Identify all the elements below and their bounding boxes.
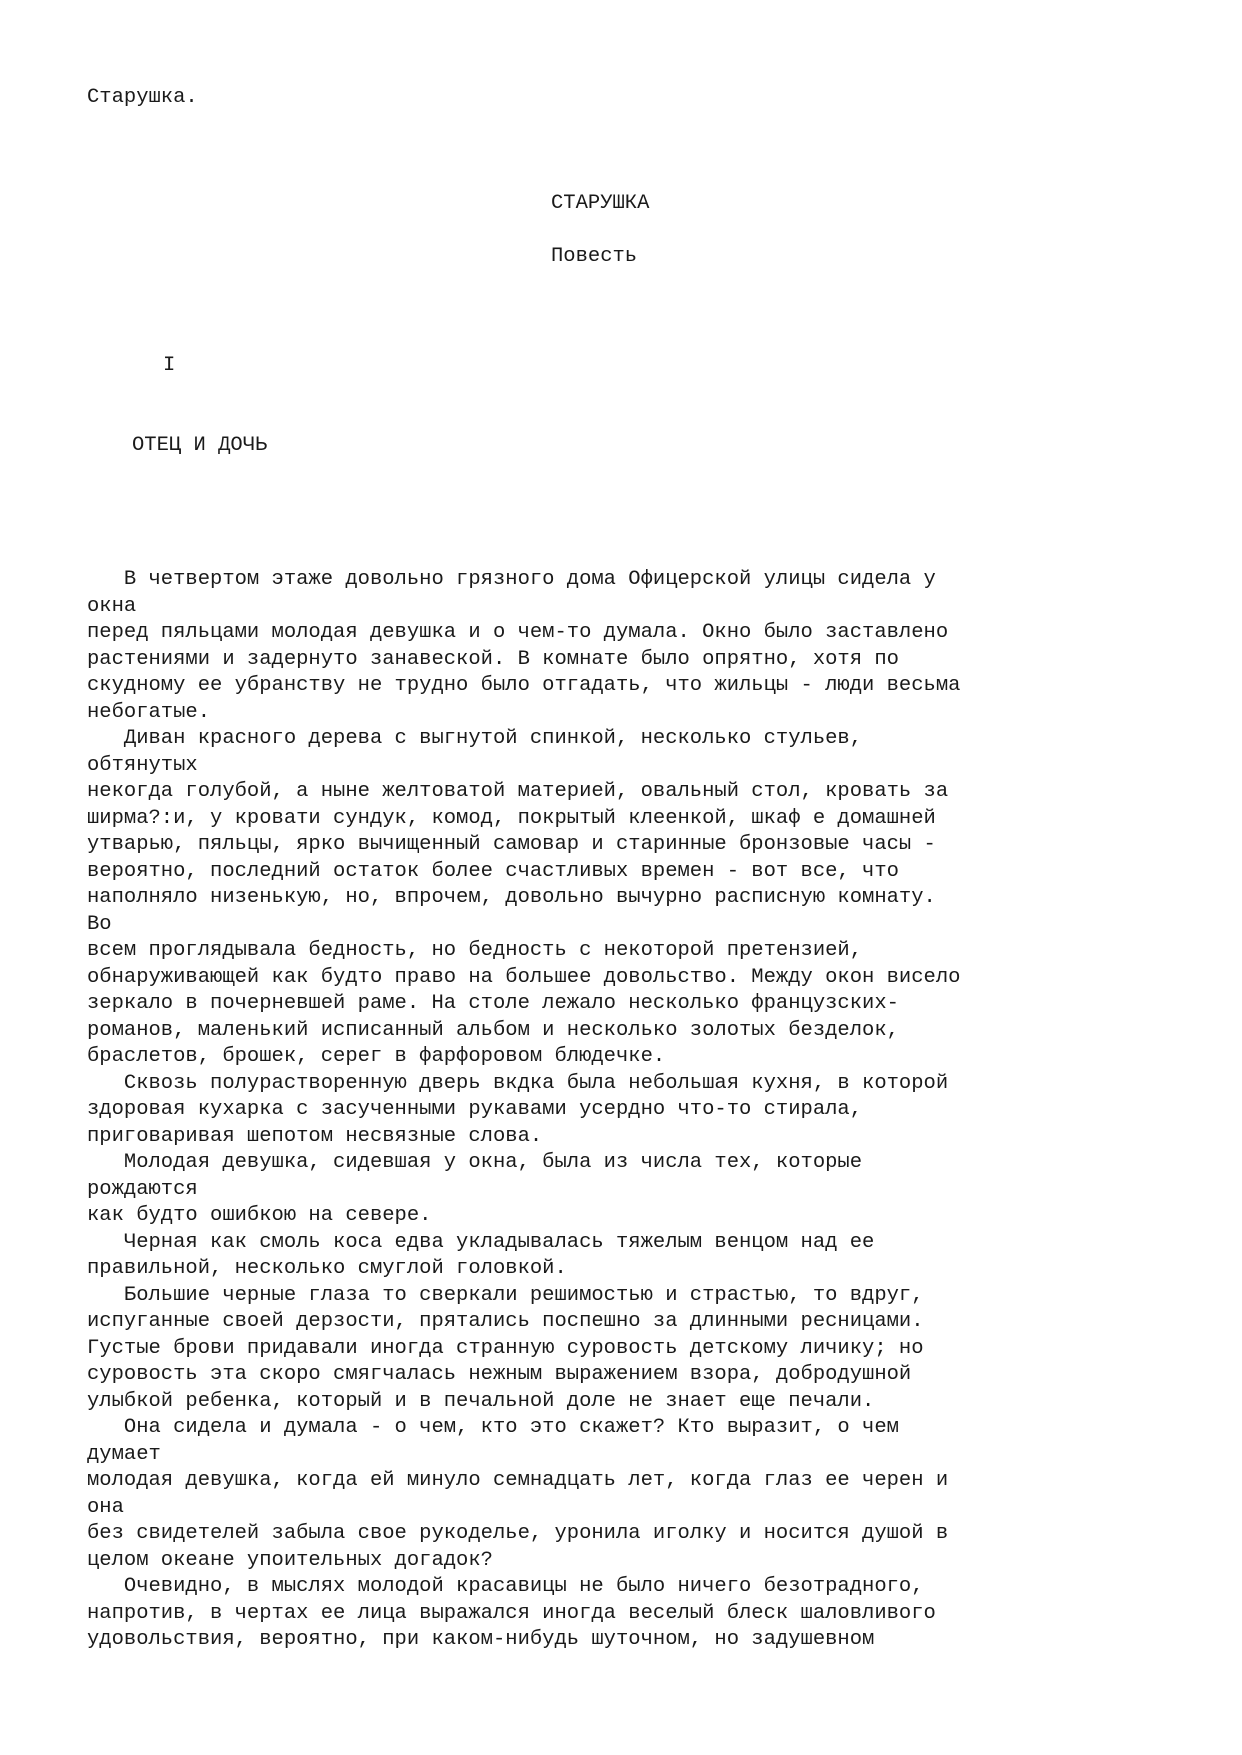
- text-line: приговаривая шепотом несвязные слова.: [87, 1124, 543, 1148]
- text-line: браслетов, брошек, серег в фарфоровом блюдечке.: [87, 1045, 666, 1068]
- text-line: зеркало в почерневшей раме. На столе лежало несколько французских-: [87, 992, 899, 1015]
- text-line: некогда голубой, а ныне желтоватой материей, овальный стол, кровать за: [87, 780, 949, 803]
- chapter-title: ОТЕЦ И ДОЧЬ: [132, 434, 268, 457]
- text-line: наполняло низенькую, но, впрочем, довольно вычурно расписную комнату.: [87, 886, 936, 909]
- document-genre: Повесть: [551, 245, 638, 268]
- text-line: Черная как смоль коса едва укладывалась тяжелым венцом над ее: [87, 1230, 875, 1254]
- text-line: Во: [87, 912, 112, 936]
- text-line: небогатые.: [87, 700, 211, 724]
- text-line: растениями и задернуто занавеской. В комнате было опрятно, хотя по: [87, 647, 899, 671]
- text-line: всем проглядывала бедность, но бедность с некоторой претензией,: [87, 939, 863, 962]
- text-line: думает: [87, 1442, 161, 1466]
- running-header: Старушка.: [87, 86, 198, 109]
- text-line: испуганные своей дерзости, прятались поспешно за длинными ресницами.: [87, 1310, 924, 1333]
- text-line: романов, маленький исписанный альбом и несколько золотых безделок,: [87, 1018, 899, 1042]
- text-line: суровость эта скоро смягчалась нежным выражением взора, добродушной: [87, 1363, 912, 1386]
- text-line: Большие черные глаза то сверкали решимостью и страстью, то вдруг,: [87, 1283, 924, 1307]
- text-line: перед пяльцами молодая девушка и о чем-то думала. Окно было заставлено: [87, 621, 949, 644]
- text-line: Молодая девушка, сидевшая у окна, была из числа тех, которые: [87, 1151, 863, 1174]
- text-line: Диван красного дерева с выгнутой спинкой, несколько стульев,: [87, 727, 863, 750]
- text-line: как будто ошибкою на севере.: [87, 1204, 432, 1227]
- text-line: улыбкой ребенка, который и в печальной доле не знает еще печали.: [87, 1389, 875, 1413]
- text-line: обнаруживающей как будто право на большее довольство. Между окон висело: [87, 965, 961, 989]
- text-line: окна: [87, 594, 137, 618]
- text-line: напротив, в чертах ее лица выражался иногда веселый блеск шаловливого: [87, 1601, 936, 1625]
- text-line: рождаются: [87, 1177, 198, 1201]
- text-line: здоровая кухарка с засученными рукавами усердно что-то стирала,: [87, 1098, 863, 1121]
- text-line: утварью, пяльцы, ярко вычищенный самовар и старинные бронзовые часы -: [87, 833, 936, 856]
- chapter-number: I: [163, 354, 176, 377]
- text-line: без свидетелей забыла свое рукоделье, уронила иголку и носится душой в: [87, 1522, 949, 1545]
- text-line: обтянутых: [87, 753, 198, 777]
- text-line: Она сидела и думала - о чем, кто это скажет? Кто выразит, о чем: [87, 1416, 899, 1439]
- text-line: Очевидно, в мыслях молодой красавицы не было ничего безотрадного,: [87, 1575, 924, 1598]
- body-text: [87, 567, 960, 1654]
- text-line: ширма?:и, у кровати сундук, комод, покрытый клеенкой, шкаф е домашней: [87, 806, 936, 830]
- text-line: вероятно, последний остаток более счастливых времен - вот все, что: [87, 859, 899, 883]
- text-line: целом океане упоительных догадок?: [87, 1548, 493, 1572]
- text-line: В четвертом этаже довольно грязного дома Офицерской улицы сидела у: [87, 568, 936, 591]
- text-line: удовольствия, вероятно, при каком-нибудь шуточном, но задушевном: [87, 1628, 875, 1651]
- text-line: она: [87, 1495, 124, 1519]
- text-line: молодая девушка, когда ей минуло семнадцать лет, когда глаз ее черен и: [87, 1469, 949, 1492]
- text-line: Сквозь полурастворенную дверь вкдка была небольшая кухня, в которой: [87, 1071, 949, 1095]
- text-line: скудному ее убранству не трудно было отгадать, что жильцы - люди весьма: [87, 674, 961, 697]
- text-line: правильной, несколько смуглой головкой.: [87, 1257, 567, 1280]
- text-line: Густые брови придавали иногда странную суровость детскому личику; но: [87, 1336, 924, 1360]
- document-title: СТАРУШКА: [551, 192, 650, 215]
